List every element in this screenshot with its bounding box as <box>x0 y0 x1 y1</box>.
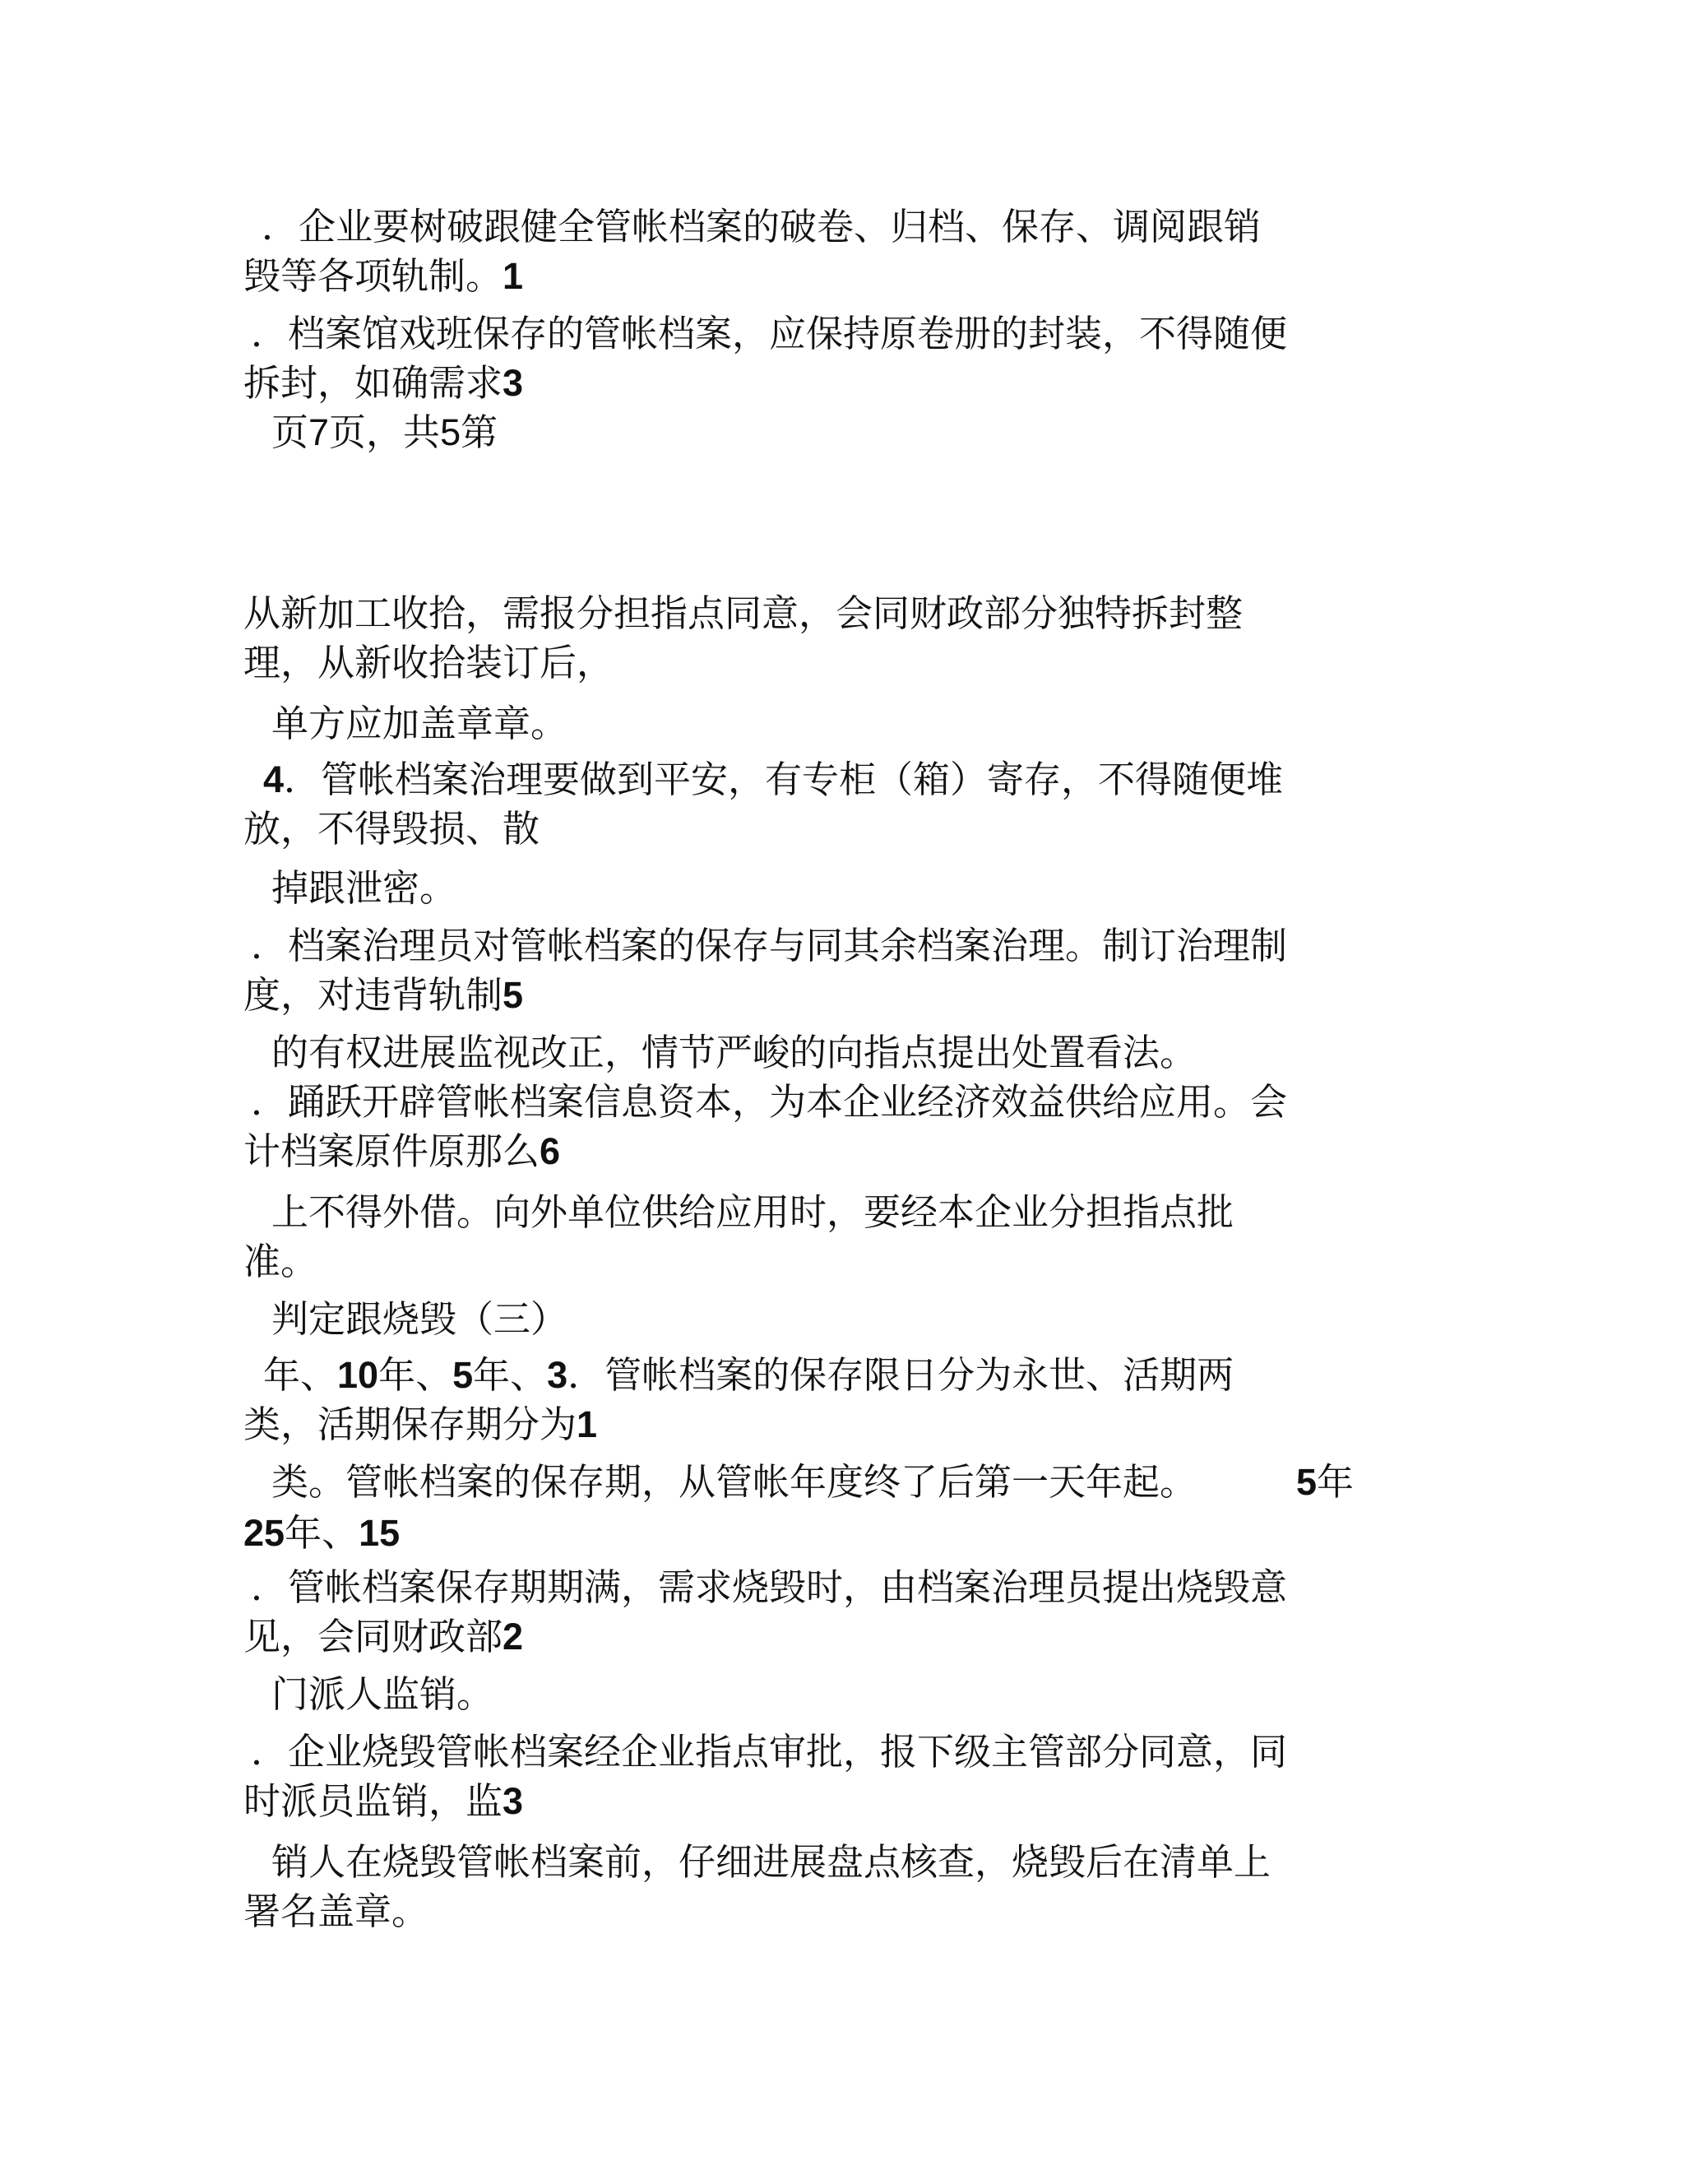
text-line <box>262 202 1261 252</box>
text-line <box>1296 1458 1354 1507</box>
number-span: 1 <box>503 255 524 297</box>
section-heading <box>271 1295 567 1344</box>
text-span: 从新加工收拾，需报分担指点同意，会同财政部分独特拆封整 <box>243 591 1244 635</box>
text-line <box>243 971 523 1020</box>
number-span: 5 <box>503 974 524 1016</box>
text-line <box>243 589 1243 638</box>
text-span: ．管帐档案治理要做到平安，有专柜（箱）寄存，不得随便堆 <box>284 758 1284 801</box>
text-span: 判定跟烧毁（三） <box>271 1297 568 1341</box>
text-span: ．踊跃开辟管帐档案信息资本，为本企业经济效益供给应用。会 <box>251 1080 1288 1124</box>
text-span: 的有权进展监视改正，情节严峻的向指点提出处置看法。 <box>271 1031 1197 1074</box>
text-span: 计档案原件原那么 <box>243 1129 540 1173</box>
text-span: 上不得外借。向外单位供给应用时，要经本企业分担指点批 <box>271 1190 1234 1234</box>
text-line <box>251 309 1287 359</box>
number-span: 10 <box>337 1354 379 1396</box>
text-span: 时派员监销，监 <box>243 1779 503 1823</box>
text-line <box>251 1563 1287 1612</box>
text-line <box>271 1458 1197 1507</box>
page-indicator <box>271 408 498 457</box>
text-span: 见，会同财政部 <box>243 1615 503 1658</box>
text-span: 毁等各项轨制。 <box>243 254 503 298</box>
text-line <box>243 638 614 688</box>
text-line <box>243 1509 400 1558</box>
text-span: 类。管帐档案的保存期，从管帐年度终了后第一天年起。 <box>271 1460 1197 1504</box>
text-span: ．档案馆戏班保存的管帐档案，应保持原卷册的封装，不得随便 <box>251 312 1288 355</box>
text-span: 拆封，如确需求 <box>243 361 503 405</box>
text-span: 署名盖章。 <box>243 1890 429 1933</box>
text-span: ．管帐档案的保存限日分为永世、活期两 <box>567 1353 1234 1397</box>
text-span: 第 <box>461 410 498 454</box>
number-span: 3 <box>503 1780 524 1822</box>
text-line <box>263 1351 1234 1400</box>
number-span: 5 <box>1296 1461 1318 1503</box>
text-line <box>243 1777 523 1826</box>
text-span: 理，从新收拾装订后， <box>243 641 614 684</box>
text-line <box>251 921 1287 971</box>
text-span: 单方应加盖章章。 <box>271 702 568 745</box>
number-span: 4 <box>263 758 285 800</box>
text-span: 准。 <box>243 1240 318 1283</box>
text-line <box>243 1400 597 1449</box>
number-span: 2 <box>503 1616 524 1658</box>
text-span: ．企业烧毁管帐档案经企业指点审批，报下级主管部分同意，同 <box>251 1730 1288 1774</box>
text-line <box>271 1028 1197 1078</box>
text-line <box>251 1078 1287 1127</box>
number-span: 5 <box>452 1354 474 1396</box>
text-span: 度，对违背轨制 <box>243 973 503 1017</box>
text-line <box>243 1887 428 1936</box>
text-line <box>243 252 523 301</box>
text-line <box>243 1237 317 1287</box>
text-span: 放，不得毁损、散 <box>243 807 540 851</box>
text-span: ．企业要树破跟健全管帐档案的破卷、归档、保存、调阅跟销 <box>262 205 1262 248</box>
text-line <box>263 755 1283 805</box>
text-span: 门派人监销。 <box>271 1672 494 1716</box>
text-span: 年、 <box>263 1353 338 1397</box>
number-span: 3 <box>503 362 524 404</box>
text-line <box>243 1612 523 1662</box>
text-span: 掉跟泄密。 <box>271 866 457 910</box>
text-span: 年、 <box>378 1353 453 1397</box>
text-span: ．档案治理员对管帐档案的保存与同其余档案治理。制订治理制 <box>251 924 1288 967</box>
text-line <box>271 1670 493 1719</box>
text-line <box>271 1838 1271 1887</box>
number-span: 1 <box>577 1403 598 1445</box>
text-span: 类，活期保存期分为 <box>243 1403 577 1446</box>
text-span: 年 <box>1317 1460 1355 1504</box>
text-span: 页，共 <box>329 410 441 454</box>
text-line <box>271 1188 1234 1237</box>
number-span: 15 <box>359 1512 401 1554</box>
text-line <box>251 1727 1287 1777</box>
text-line <box>243 805 540 854</box>
text-span: 页 <box>271 410 309 454</box>
text-span: ．管帐档案保存期期满，需求烧毁时，由档案治理员提出烧毁意 <box>251 1565 1288 1609</box>
number-span: 25 <box>243 1512 285 1554</box>
number-span: 5 <box>440 411 461 453</box>
text-line <box>243 1127 560 1176</box>
text-span: 年、 <box>473 1353 548 1397</box>
number-span: 7 <box>308 411 330 453</box>
number-span: 6 <box>540 1130 561 1172</box>
text-span: 年、 <box>285 1511 359 1555</box>
text-line <box>271 864 456 913</box>
text-line <box>271 699 567 749</box>
text-line <box>243 359 523 408</box>
text-span: 销人在烧毁管帐档案前，仔细进展盘点核查，烧毁后在清单上 <box>271 1840 1271 1884</box>
number-span: 3 <box>547 1354 568 1396</box>
